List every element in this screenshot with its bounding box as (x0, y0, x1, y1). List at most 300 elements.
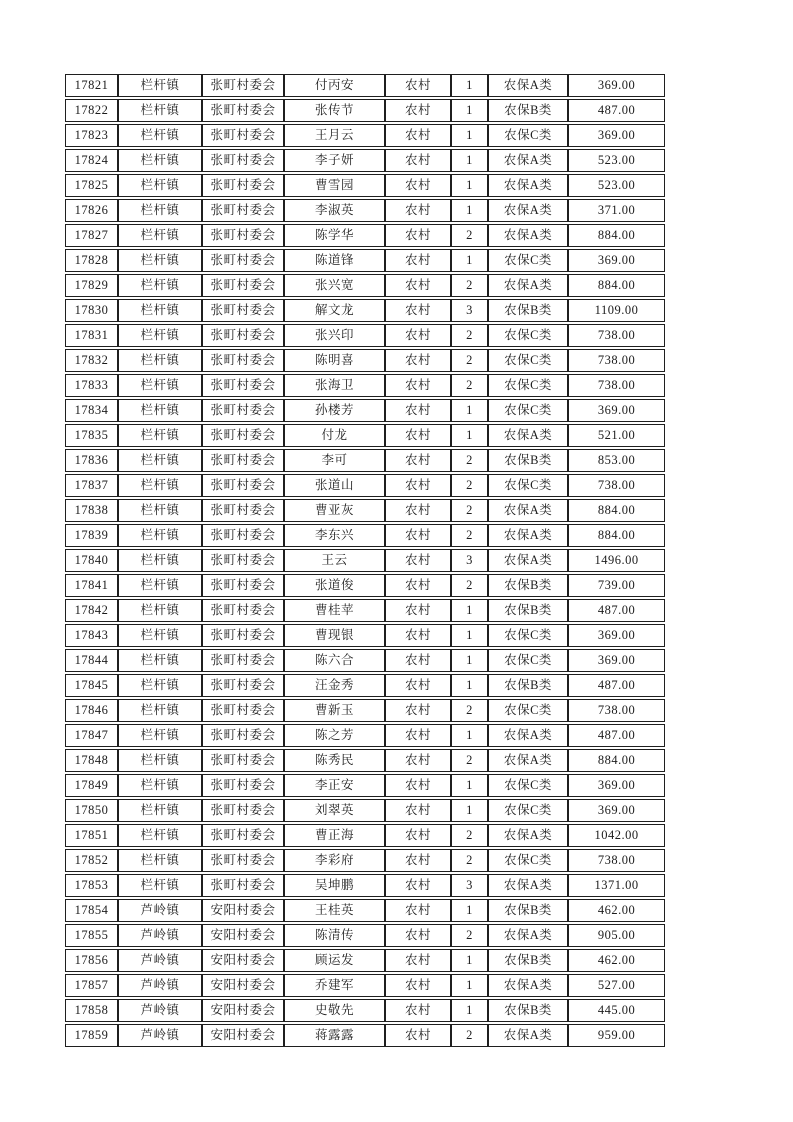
cell-person-count: 2 (451, 849, 488, 872)
cell-amount: 738.00 (568, 374, 665, 397)
cell-serial-number: 17856 (65, 949, 118, 972)
cell-serial-number: 17834 (65, 399, 118, 422)
cell-town: 栏杆镇 (118, 499, 202, 522)
cell-person-name: 张道山 (284, 474, 385, 497)
table-row (65, 399, 665, 422)
cell-amount: 523.00 (568, 174, 665, 197)
cell-serial-number: 17847 (65, 724, 118, 747)
cell-residence-type: 农村 (385, 399, 451, 422)
cell-person-count: 2 (451, 499, 488, 522)
cell-person-name: 张道俊 (284, 574, 385, 597)
table-row (65, 599, 665, 622)
cell-person-count: 2 (451, 749, 488, 772)
cell-person-name: 陈学华 (284, 224, 385, 247)
cell-residence-type: 农村 (385, 124, 451, 147)
cell-insurance-category: 农保B类 (488, 599, 568, 622)
cell-amount: 1109.00 (568, 299, 665, 322)
cell-amount: 527.00 (568, 974, 665, 997)
cell-serial-number: 17826 (65, 199, 118, 222)
cell-person-name: 李正安 (284, 774, 385, 797)
cell-person-count: 2 (451, 524, 488, 547)
table-row (65, 649, 665, 672)
table-row (65, 149, 665, 172)
cell-town: 栏杆镇 (118, 449, 202, 472)
cell-person-count: 1 (451, 149, 488, 172)
cell-insurance-category: 农保C类 (488, 249, 568, 272)
cell-person-count: 1 (451, 124, 488, 147)
cell-village-committee: 张町村委会 (202, 699, 284, 722)
cell-residence-type: 农村 (385, 1024, 451, 1047)
cell-person-name: 陈秀民 (284, 749, 385, 772)
table-row (65, 474, 665, 497)
cell-serial-number: 17829 (65, 274, 118, 297)
table-row (65, 699, 665, 722)
cell-residence-type: 农村 (385, 774, 451, 797)
cell-amount: 445.00 (568, 999, 665, 1022)
cell-serial-number: 17846 (65, 699, 118, 722)
cell-residence-type: 农村 (385, 499, 451, 522)
cell-serial-number: 17855 (65, 924, 118, 947)
cell-residence-type: 农村 (385, 374, 451, 397)
cell-person-count: 2 (451, 1024, 488, 1047)
cell-insurance-category: 农保A类 (488, 424, 568, 447)
cell-amount: 884.00 (568, 274, 665, 297)
cell-village-committee: 张町村委会 (202, 774, 284, 797)
cell-village-committee: 安阳村委会 (202, 974, 284, 997)
cell-amount: 369.00 (568, 249, 665, 272)
cell-village-committee: 张町村委会 (202, 649, 284, 672)
cell-village-committee: 张町村委会 (202, 349, 284, 372)
cell-town: 栏杆镇 (118, 699, 202, 722)
table-row (65, 549, 665, 572)
cell-insurance-category: 农保A类 (488, 224, 568, 247)
cell-serial-number: 17842 (65, 599, 118, 622)
cell-person-count: 1 (451, 949, 488, 972)
cell-village-committee: 张町村委会 (202, 299, 284, 322)
cell-insurance-category: 农保A类 (488, 974, 568, 997)
cell-person-name: 曹新玉 (284, 699, 385, 722)
cell-serial-number: 17851 (65, 824, 118, 847)
table-row (65, 924, 665, 947)
cell-insurance-category: 农保B类 (488, 949, 568, 972)
cell-insurance-category: 农保A类 (488, 1024, 568, 1047)
table-row (65, 124, 665, 147)
cell-serial-number: 17859 (65, 1024, 118, 1047)
cell-person-count: 2 (451, 349, 488, 372)
cell-residence-type: 农村 (385, 274, 451, 297)
cell-village-committee: 张町村委会 (202, 74, 284, 97)
cell-village-committee: 张町村委会 (202, 249, 284, 272)
cell-person-count: 1 (451, 399, 488, 422)
cell-person-count: 2 (451, 374, 488, 397)
cell-person-name: 曹亚灰 (284, 499, 385, 522)
cell-insurance-category: 农保C类 (488, 474, 568, 497)
cell-residence-type: 农村 (385, 599, 451, 622)
cell-residence-type: 农村 (385, 474, 451, 497)
cell-residence-type: 农村 (385, 924, 451, 947)
cell-person-name: 李子妍 (284, 149, 385, 172)
cell-residence-type: 农村 (385, 849, 451, 872)
cell-person-name: 孙楼芳 (284, 399, 385, 422)
cell-person-count: 2 (451, 449, 488, 472)
cell-serial-number: 17823 (65, 124, 118, 147)
cell-town: 芦岭镇 (118, 999, 202, 1022)
cell-insurance-category: 农保C类 (488, 374, 568, 397)
cell-insurance-category: 农保C类 (488, 124, 568, 147)
cell-village-committee: 张町村委会 (202, 399, 284, 422)
cell-insurance-category: 农保B类 (488, 99, 568, 122)
cell-village-committee: 安阳村委会 (202, 999, 284, 1022)
cell-serial-number: 17852 (65, 849, 118, 872)
cell-insurance-category: 农保A类 (488, 924, 568, 947)
cell-amount: 884.00 (568, 749, 665, 772)
cell-residence-type: 农村 (385, 424, 451, 447)
cell-amount: 884.00 (568, 524, 665, 547)
cell-person-name: 李可 (284, 449, 385, 472)
cell-village-committee: 张町村委会 (202, 424, 284, 447)
cell-serial-number: 17822 (65, 99, 118, 122)
cell-insurance-category: 农保B类 (488, 674, 568, 697)
cell-person-count: 2 (451, 274, 488, 297)
cell-insurance-category: 农保B类 (488, 899, 568, 922)
table-row (65, 574, 665, 597)
table-row (65, 199, 665, 222)
cell-serial-number: 17827 (65, 224, 118, 247)
cell-serial-number: 17824 (65, 149, 118, 172)
cell-amount: 523.00 (568, 149, 665, 172)
cell-insurance-category: 农保A类 (488, 824, 568, 847)
cell-residence-type: 农村 (385, 899, 451, 922)
cell-town: 栏杆镇 (118, 424, 202, 447)
cell-amount: 487.00 (568, 99, 665, 122)
cell-person-count: 1 (451, 249, 488, 272)
cell-town: 栏杆镇 (118, 349, 202, 372)
cell-insurance-category: 农保C类 (488, 774, 568, 797)
cell-person-count: 1 (451, 624, 488, 647)
cell-insurance-category: 农保A类 (488, 74, 568, 97)
cell-amount: 1371.00 (568, 874, 665, 897)
cell-person-name: 王云 (284, 549, 385, 572)
table-row (65, 524, 665, 547)
cell-residence-type: 农村 (385, 549, 451, 572)
cell-village-committee: 张町村委会 (202, 224, 284, 247)
cell-town: 栏杆镇 (118, 174, 202, 197)
cell-amount: 371.00 (568, 199, 665, 222)
cell-person-count: 1 (451, 999, 488, 1022)
cell-person-name: 汪金秀 (284, 674, 385, 697)
cell-residence-type: 农村 (385, 149, 451, 172)
cell-village-committee: 张町村委会 (202, 599, 284, 622)
cell-town: 栏杆镇 (118, 74, 202, 97)
cell-serial-number: 17849 (65, 774, 118, 797)
table-row (65, 99, 665, 122)
table-row (65, 724, 665, 747)
cell-residence-type: 农村 (385, 649, 451, 672)
cell-insurance-category: 农保C类 (488, 699, 568, 722)
cell-village-committee: 张町村委会 (202, 99, 284, 122)
cell-person-count: 3 (451, 299, 488, 322)
cell-town: 栏杆镇 (118, 374, 202, 397)
cell-insurance-category: 农保C类 (488, 324, 568, 347)
cell-insurance-category: 农保C类 (488, 624, 568, 647)
cell-person-count: 1 (451, 599, 488, 622)
cell-amount: 369.00 (568, 799, 665, 822)
cell-serial-number: 17853 (65, 874, 118, 897)
cell-residence-type: 农村 (385, 974, 451, 997)
cell-town: 栏杆镇 (118, 474, 202, 497)
cell-person-name: 张兴宽 (284, 274, 385, 297)
cell-residence-type: 农村 (385, 574, 451, 597)
cell-residence-type: 农村 (385, 224, 451, 247)
cell-town: 栏杆镇 (118, 274, 202, 297)
cell-person-name: 吴坤鹏 (284, 874, 385, 897)
cell-village-committee: 张町村委会 (202, 374, 284, 397)
table-row (65, 949, 665, 972)
cell-amount: 487.00 (568, 724, 665, 747)
cell-amount: 738.00 (568, 849, 665, 872)
table-row (65, 899, 665, 922)
cell-town: 栏杆镇 (118, 799, 202, 822)
cell-serial-number: 17836 (65, 449, 118, 472)
cell-residence-type: 农村 (385, 999, 451, 1022)
cell-town: 栏杆镇 (118, 324, 202, 347)
cell-town: 栏杆镇 (118, 124, 202, 147)
cell-town: 栏杆镇 (118, 774, 202, 797)
cell-person-count: 1 (451, 174, 488, 197)
cell-insurance-category: 农保B类 (488, 999, 568, 1022)
cell-amount: 1496.00 (568, 549, 665, 572)
cell-amount: 739.00 (568, 574, 665, 597)
cell-village-committee: 张町村委会 (202, 749, 284, 772)
cell-serial-number: 17838 (65, 499, 118, 522)
table-row (65, 224, 665, 247)
cell-person-count: 1 (451, 899, 488, 922)
cell-amount: 487.00 (568, 674, 665, 697)
cell-serial-number: 17839 (65, 524, 118, 547)
cell-person-name: 陈之芳 (284, 724, 385, 747)
cell-insurance-category: 农保A类 (488, 524, 568, 547)
cell-residence-type: 农村 (385, 199, 451, 222)
cell-amount: 521.00 (568, 424, 665, 447)
cell-person-count: 1 (451, 199, 488, 222)
cell-serial-number: 17830 (65, 299, 118, 322)
cell-serial-number: 17840 (65, 549, 118, 572)
cell-amount: 884.00 (568, 499, 665, 522)
cell-village-committee: 张町村委会 (202, 724, 284, 747)
subsidy-table (65, 72, 665, 1049)
cell-town: 栏杆镇 (118, 199, 202, 222)
cell-village-committee: 张町村委会 (202, 799, 284, 822)
cell-village-committee: 安阳村委会 (202, 899, 284, 922)
cell-serial-number: 17833 (65, 374, 118, 397)
cell-village-committee: 张町村委会 (202, 174, 284, 197)
cell-serial-number: 17850 (65, 799, 118, 822)
cell-person-count: 2 (451, 699, 488, 722)
cell-amount: 369.00 (568, 74, 665, 97)
cell-person-name: 曹正海 (284, 824, 385, 847)
cell-person-name: 陈六合 (284, 649, 385, 672)
cell-amount: 853.00 (568, 449, 665, 472)
cell-serial-number: 17828 (65, 249, 118, 272)
cell-town: 栏杆镇 (118, 874, 202, 897)
cell-person-count: 1 (451, 99, 488, 122)
cell-residence-type: 农村 (385, 674, 451, 697)
cell-person-count: 1 (451, 799, 488, 822)
cell-insurance-category: 农保C类 (488, 399, 568, 422)
cell-residence-type: 农村 (385, 449, 451, 472)
cell-residence-type: 农村 (385, 699, 451, 722)
cell-amount: 1042.00 (568, 824, 665, 847)
cell-residence-type: 农村 (385, 174, 451, 197)
cell-insurance-category: 农保C类 (488, 649, 568, 672)
cell-serial-number: 17845 (65, 674, 118, 697)
cell-town: 栏杆镇 (118, 224, 202, 247)
cell-serial-number: 17854 (65, 899, 118, 922)
cell-amount: 884.00 (568, 224, 665, 247)
cell-town: 芦岭镇 (118, 949, 202, 972)
cell-person-count: 3 (451, 549, 488, 572)
cell-insurance-category: 农保B类 (488, 299, 568, 322)
cell-town: 栏杆镇 (118, 249, 202, 272)
cell-person-count: 1 (451, 424, 488, 447)
cell-person-name: 蒋露露 (284, 1024, 385, 1047)
cell-serial-number: 17843 (65, 624, 118, 647)
cell-person-count: 1 (451, 649, 488, 672)
cell-person-name: 王桂英 (284, 899, 385, 922)
cell-person-count: 2 (451, 574, 488, 597)
table-row (65, 849, 665, 872)
cell-serial-number: 17832 (65, 349, 118, 372)
table-row (65, 299, 665, 322)
cell-town: 栏杆镇 (118, 674, 202, 697)
cell-village-committee: 张町村委会 (202, 674, 284, 697)
cell-insurance-category: 农保A类 (488, 749, 568, 772)
cell-village-committee: 张町村委会 (202, 874, 284, 897)
cell-town: 栏杆镇 (118, 99, 202, 122)
cell-insurance-category: 农保B类 (488, 449, 568, 472)
cell-serial-number: 17831 (65, 324, 118, 347)
cell-person-count: 2 (451, 474, 488, 497)
cell-person-name: 曹桂苹 (284, 599, 385, 622)
cell-village-committee: 安阳村委会 (202, 924, 284, 947)
cell-town: 芦岭镇 (118, 974, 202, 997)
cell-residence-type: 农村 (385, 99, 451, 122)
cell-person-name: 陈清传 (284, 924, 385, 947)
cell-town: 芦岭镇 (118, 1024, 202, 1047)
cell-town: 栏杆镇 (118, 849, 202, 872)
cell-village-committee: 张町村委会 (202, 199, 284, 222)
cell-person-name: 刘翠英 (284, 799, 385, 822)
table-row (65, 74, 665, 97)
cell-village-committee: 张町村委会 (202, 849, 284, 872)
table-row (65, 324, 665, 347)
cell-village-committee: 张町村委会 (202, 149, 284, 172)
cell-town: 栏杆镇 (118, 524, 202, 547)
cell-person-count: 1 (451, 774, 488, 797)
cell-amount: 369.00 (568, 649, 665, 672)
cell-residence-type: 农村 (385, 749, 451, 772)
cell-insurance-category: 农保C类 (488, 849, 568, 872)
cell-person-name: 乔建军 (284, 974, 385, 997)
cell-insurance-category: 农保C类 (488, 799, 568, 822)
cell-village-committee: 张町村委会 (202, 499, 284, 522)
cell-village-committee: 张町村委会 (202, 474, 284, 497)
cell-insurance-category: 农保A类 (488, 549, 568, 572)
cell-amount: 487.00 (568, 599, 665, 622)
cell-residence-type: 农村 (385, 724, 451, 747)
cell-amount: 959.00 (568, 1024, 665, 1047)
cell-person-name: 李淑英 (284, 199, 385, 222)
cell-village-committee: 张町村委会 (202, 124, 284, 147)
cell-person-name: 李彩府 (284, 849, 385, 872)
cell-serial-number: 17841 (65, 574, 118, 597)
cell-person-name: 曹雪园 (284, 174, 385, 197)
table-row (65, 674, 665, 697)
cell-insurance-category: 农保B类 (488, 574, 568, 597)
cell-insurance-category: 农保C类 (488, 349, 568, 372)
cell-amount: 738.00 (568, 474, 665, 497)
cell-serial-number: 17844 (65, 649, 118, 672)
table-row (65, 499, 665, 522)
cell-insurance-category: 农保A类 (488, 499, 568, 522)
cell-amount: 369.00 (568, 624, 665, 647)
cell-village-committee: 张町村委会 (202, 324, 284, 347)
cell-person-count: 1 (451, 674, 488, 697)
cell-town: 栏杆镇 (118, 649, 202, 672)
cell-residence-type: 农村 (385, 624, 451, 647)
cell-serial-number: 17837 (65, 474, 118, 497)
table-row (65, 974, 665, 997)
cell-person-count: 2 (451, 324, 488, 347)
table-row (65, 774, 665, 797)
cell-person-name: 张海卫 (284, 374, 385, 397)
cell-residence-type: 农村 (385, 249, 451, 272)
cell-person-name: 张兴印 (284, 324, 385, 347)
cell-person-count: 3 (451, 874, 488, 897)
cell-town: 栏杆镇 (118, 399, 202, 422)
cell-serial-number: 17858 (65, 999, 118, 1022)
cell-person-name: 曹现银 (284, 624, 385, 647)
cell-town: 栏杆镇 (118, 749, 202, 772)
cell-person-name: 陈道锋 (284, 249, 385, 272)
table-row (65, 874, 665, 897)
cell-residence-type: 农村 (385, 349, 451, 372)
table-body (65, 74, 665, 1047)
cell-amount: 738.00 (568, 349, 665, 372)
table-row (65, 424, 665, 447)
subsidy-table-region (65, 72, 665, 1049)
cell-town: 栏杆镇 (118, 149, 202, 172)
cell-person-name: 付丙安 (284, 74, 385, 97)
cell-residence-type: 农村 (385, 824, 451, 847)
table-row (65, 1024, 665, 1047)
cell-amount: 905.00 (568, 924, 665, 947)
cell-person-name: 陈明喜 (284, 349, 385, 372)
cell-serial-number: 17848 (65, 749, 118, 772)
cell-person-name: 顾运发 (284, 949, 385, 972)
cell-amount: 369.00 (568, 774, 665, 797)
cell-town: 栏杆镇 (118, 624, 202, 647)
cell-residence-type: 农村 (385, 524, 451, 547)
table-row (65, 174, 665, 197)
cell-person-name: 史敬先 (284, 999, 385, 1022)
cell-insurance-category: 农保A类 (488, 724, 568, 747)
cell-serial-number: 17835 (65, 424, 118, 447)
table-row (65, 274, 665, 297)
cell-village-committee: 张町村委会 (202, 274, 284, 297)
cell-village-committee: 张町村委会 (202, 449, 284, 472)
cell-town: 栏杆镇 (118, 599, 202, 622)
